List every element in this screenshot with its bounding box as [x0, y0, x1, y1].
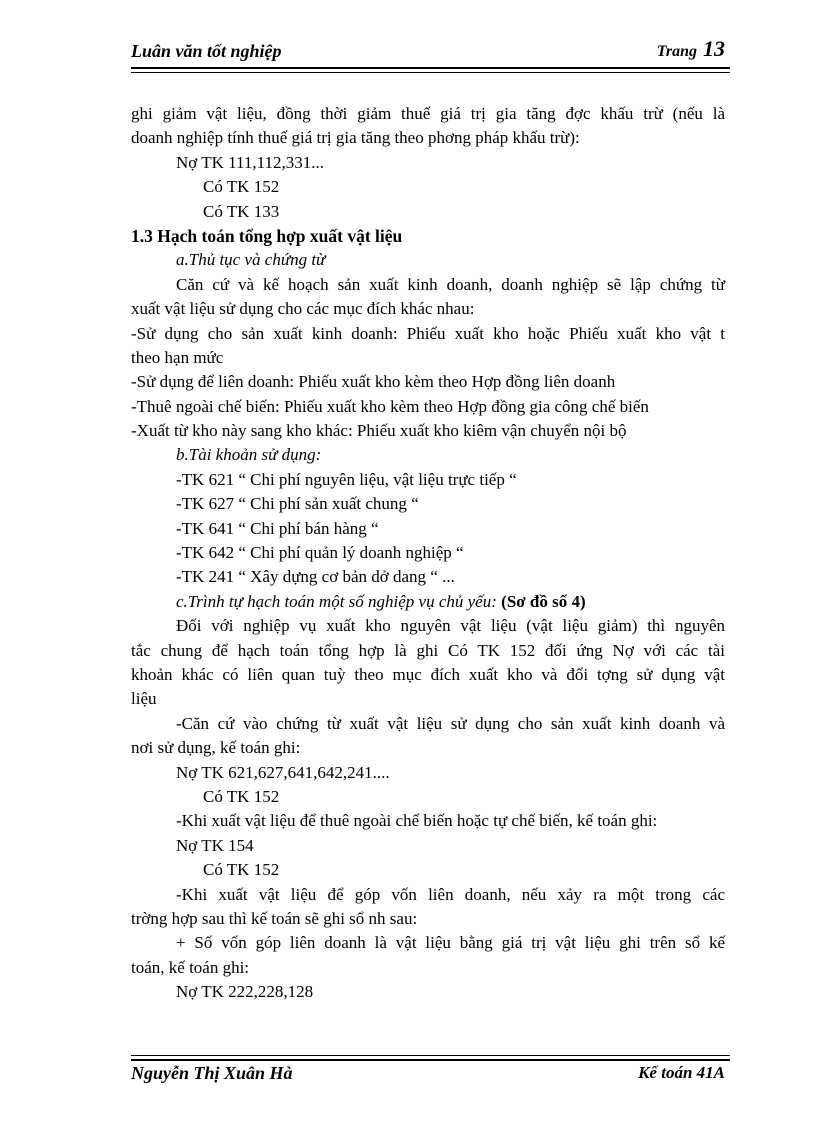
list-item: -Xuất từ kho này sang kho khác: Phiếu xuất kho kiêm vận chuyển nội bộ	[131, 421, 627, 441]
entry-credit: Có TK 133	[203, 201, 280, 221]
paragraph-line: Đối với nghiệp vụ xuất kho nguyên vật liệu (vật liệu giảm) thì nguyên	[176, 616, 725, 636]
entry-credit: Có TK 152	[203, 786, 280, 806]
list-item: -Sử dụng cho sản xuất kinh doanh: Phiếu xuất kho hoặc Phiếu xuất kho vật t	[131, 323, 725, 343]
entry-debit: Nợ TK 111,112,331...	[176, 152, 324, 172]
header-page-word: Trang	[656, 43, 697, 60]
diagram-reference: (Sơ đồ số 4)	[501, 591, 586, 611]
subsection-heading: a.Thủ tục và chứng từ	[176, 250, 326, 270]
footer-class: Kế toán 41A	[638, 1063, 725, 1082]
paragraph-line: + Số vốn góp liên doanh là vật liệu bằng giá trị vật liệu ghi trên sổ kế	[176, 933, 725, 953]
paragraph-line: -Khi xuất vật liệu để thuê ngoài chế biến hoặc tự chế biến, kế toán ghi:	[176, 811, 658, 831]
paragraph-line: ghi giảm vật liệu, đồng thời giảm thuế giá trị gia tăng đợc khấu trừ (nếu là	[131, 104, 725, 123]
account-item: -TK 241 “ Xây dựng cơ bản dở dang “ ...	[176, 567, 455, 587]
paragraph-line: trờng hợp sau thì kế toán sẽ ghi sổ nh sau:	[131, 908, 418, 928]
list-item: -Thuê ngoài chế biến: Phiếu xuất kho kèm theo Hợp đồng gia công chế biến	[131, 396, 649, 416]
header-page-label	[657, 36, 725, 62]
footer-rule-thick	[131, 1059, 730, 1061]
account-item: -TK 621 “ Chi phí nguyên liệu, vật liệu trực tiếp “	[176, 469, 517, 489]
paragraph-line: liệu	[131, 689, 157, 709]
paragraph-line: -Khi xuất vật liệu để góp vốn liên doanh, nếu xảy ra một trong các	[176, 884, 725, 904]
entry-debit: Nợ TK 222,228,128	[176, 982, 314, 1002]
list-item-continuation: theo hạn mức	[131, 347, 224, 367]
paragraph-line: toán, kế toán ghi:	[131, 957, 250, 977]
paragraph-line: khoản khác có liên quan tuỳ theo mục đích xuất kho và đối tợng sử dụng vật	[131, 664, 725, 684]
entry-credit: Có TK 152	[203, 860, 280, 880]
paragraph-line: tắc chung để hạch toán tổng hợp là ghi Có TK 152 đối ứng Nợ với các tài	[131, 640, 725, 660]
entry-debit: Nợ TK 621,627,641,642,241....	[176, 762, 390, 782]
footer-rule-thin	[131, 1055, 730, 1056]
paragraph-line: doanh nghiệp tính thuế giá trị gia tăng theo phơng pháp khấu trừ):	[131, 128, 580, 148]
paragraph-line: -Căn cứ vào chứng từ xuất vật liệu sử dụng cho sản xuất kinh doanh và	[176, 713, 725, 733]
subsection-heading: b.Tài khoản sử dụng:	[176, 445, 322, 465]
page-header	[131, 36, 725, 64]
page-body	[131, 102, 725, 1004]
list-item: -Sử dụng để liên doanh: Phiếu xuất kho kèm theo Hợp đồng liên doanh	[131, 372, 616, 392]
subsection-heading: c.Trình tự hạch toán một số nghiệp vụ chủ yếu:	[176, 591, 502, 611]
subsection-heading-line	[131, 590, 725, 614]
paragraph-line: Căn cứ và kế hoạch sản xuất kinh doanh, doanh nghiệp sẽ lập chứng từ	[176, 274, 725, 294]
footer-author: Nguyễn Thị Xuân Hà	[131, 1063, 293, 1083]
entry-credit: Có TK 152	[203, 177, 280, 197]
page-number: 13	[703, 36, 725, 61]
paragraph-line: nơi sử dụng, kế toán ghi:	[131, 738, 301, 758]
page-footer	[131, 1063, 725, 1093]
account-item: -TK 641 “ Chi phí bán hàng “	[176, 518, 379, 538]
paragraph-line: xuất vật liệu sử dụng cho các mục đích khác nhau:	[131, 299, 475, 319]
header-rule-thin	[131, 72, 730, 73]
header-title: Luân văn tốt nghiệp	[131, 41, 282, 61]
account-item: -TK 642 “ Chi phí quản lý doanh nghiệp “	[176, 543, 464, 563]
account-item: -TK 627 “ Chi phí sản xuất chung “	[176, 494, 419, 514]
header-rule-thick	[131, 67, 730, 69]
entry-debit: Nợ TK 154	[176, 835, 254, 855]
section-heading: 1.3 Hạch toán tổng hợp xuất vật liệu	[131, 225, 403, 246]
